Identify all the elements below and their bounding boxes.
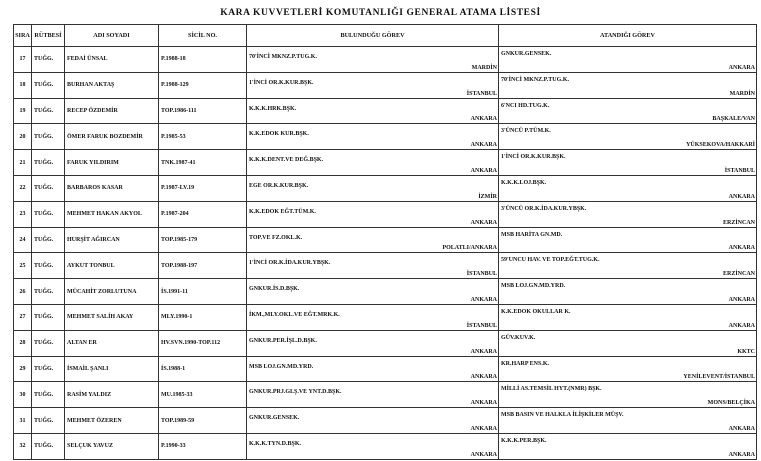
cell-atandigi-gorev (499, 47, 757, 73)
cell-sicil: TOP.1985-179 (159, 227, 247, 253)
cell-ad-soyad: MEHMET ÖZEREN (65, 408, 159, 434)
cell-rutbe: TUĞG. (32, 253, 65, 279)
cell-bulundugu-gorev (247, 279, 499, 305)
cell-rutbe: TUĞG. (32, 330, 65, 356)
atandigi-yer: MONS/BELÇİKA (707, 400, 755, 407)
cell-bulundugu-gorev (247, 304, 499, 330)
atandigi-yer: İSTANBUL (724, 167, 755, 174)
cell-bulundugu-gorev (247, 98, 499, 124)
cell-rutbe: TUĞG. (32, 150, 65, 176)
cell-sicil: TOP.1989-59 (159, 408, 247, 434)
cell-sicil: İS.1988-1 (159, 356, 247, 382)
cell-bulundugu-gorev (247, 201, 499, 227)
bulundugu-birlik: 70'İNCİ MKNZ.P.TUG.K. (249, 54, 317, 60)
cell-atandigi-gorev (499, 227, 757, 253)
cell-sira: 24 (14, 227, 32, 253)
atandigi-yer: YÜKSEKOVA/HAKKARİ (686, 142, 755, 149)
cell-sicil: HV.SVN.1990-TOP.112 (159, 330, 247, 356)
cell-atandigi-gorev (499, 253, 757, 279)
cell-bulundugu-gorev (247, 382, 499, 408)
bulundugu-birlik: GNKUR.İS.D.BŞK. (249, 286, 300, 293)
cell-sicil: İS.1991-11 (159, 279, 247, 305)
bulundugu-yer: POLATLI/ANKARA (442, 245, 497, 252)
atandigi-birlik: K.K.K.PER.BŞK. (501, 437, 547, 444)
cell-rutbe: TUĞG. (32, 433, 65, 459)
bulundugu-yer: İSTANBUL (466, 322, 497, 329)
cell-atandigi-gorev (499, 304, 757, 330)
bulundugu-birlik: K.K.EDOK KUR.BŞK. (249, 131, 309, 138)
atandigi-birlik: KR.HARP ENS.K. (501, 360, 550, 367)
atandigi-yer: ERZİNCAN (722, 271, 755, 278)
document-title: KARA KUVVETLERİ KOMUTANLIĞI GENERAL ATAMA LİSTESİ (220, 8, 541, 18)
cell-rutbe: TUĞG. (32, 201, 65, 227)
table-row (14, 382, 757, 408)
bulundugu-yer: İSTANBUL (466, 90, 497, 97)
table-row (14, 72, 757, 98)
cell-atandigi-gorev (499, 201, 757, 227)
table-row (14, 227, 757, 253)
atandigi-yer: ANKARA (728, 193, 755, 200)
cell-sicil: P.1985-53 (159, 124, 247, 150)
cell-rutbe: TUĞG. (32, 175, 65, 201)
cell-sira: 18 (14, 72, 32, 98)
table-header-row (14, 25, 757, 47)
table-row (14, 150, 757, 176)
cell-ad-soyad: ÖMER FARUK BOZDEMİR (65, 124, 159, 150)
table-row (14, 98, 757, 124)
atandigi-yer: KKTC (737, 348, 755, 355)
bulundugu-yer: ANKARA (470, 348, 497, 355)
atandigi-yer: YENİLEVENT/İSTANBUL (683, 374, 755, 381)
cell-bulundugu-gorev (247, 227, 499, 253)
atandigi-birlik: K.K.K.LOJ.BŞK. (501, 179, 547, 186)
bulundugu-birlik: GNKUR.PER.İŞL.D.BŞK. (249, 337, 317, 344)
cell-bulundugu-gorev (247, 175, 499, 201)
cell-sicil: P.1987-204 (159, 201, 247, 227)
bulundugu-birlik: 1'İNCİ OR.K.İDA.KUR.YBŞK. (249, 260, 331, 267)
cell-sira: 17 (14, 47, 32, 73)
bulundugu-yer: ANKARA (470, 219, 497, 226)
cell-bulundugu-gorev (247, 47, 499, 73)
cell-ad-soyad: MEHMET HAKAN AKYOL (65, 201, 159, 227)
cell-ad-soyad: SELÇUK YAVUZ (65, 433, 159, 459)
bulundugu-birlik: İKM.,MLY.OKL.VE EĞT.MRK.K. (249, 311, 340, 318)
table-row (14, 433, 757, 459)
cell-bulundugu-gorev (247, 330, 499, 356)
atandigi-yer: ANKARA (728, 64, 755, 71)
cell-bulundugu-gorev (247, 433, 499, 459)
atandigi-birlik: GÜV.KUV.K. (501, 334, 536, 341)
cell-ad-soyad: RASİM YALDIZ (65, 382, 159, 408)
cell-sicil: MU.1985-33 (159, 382, 247, 408)
cell-atandigi-gorev (499, 72, 757, 98)
bulundugu-yer: ANKARA (470, 296, 497, 303)
bulundugu-yer: MARDİN (471, 64, 497, 71)
cell-atandigi-gorev (499, 98, 757, 124)
table-row (14, 356, 757, 382)
bulundugu-birlik: K.K.K.TYN.D.BŞK. (249, 440, 302, 447)
cell-rutbe: TUĞG. (32, 47, 65, 73)
cell-ad-soyad: ALTAN ER (65, 330, 159, 356)
cell-rutbe: TUĞG. (32, 304, 65, 330)
cell-sicil: P.1987-LV.19 (159, 175, 247, 201)
cell-rutbe: TUĞG. (32, 124, 65, 150)
cell-sira: 21 (14, 150, 32, 176)
atandigi-birlik: 3'ÜNCÜ P.TÜM.K. (501, 128, 551, 135)
bulundugu-yer: ANKARA (470, 142, 497, 149)
header-rutbe: RÜTBESİ (32, 25, 65, 47)
table-row (14, 253, 757, 279)
cell-sira: 19 (14, 98, 32, 124)
header-atandigi-gorev: ATANDIĞI GÖREV (499, 25, 757, 47)
atandigi-birlik: 59'UNCU HAV. VE TOP.EĞT.TUG.K. (501, 257, 600, 264)
cell-atandigi-gorev (499, 150, 757, 176)
cell-rutbe: TUĞG. (32, 382, 65, 408)
cell-sira: 23 (14, 201, 32, 227)
cell-sicil: P.1990-33 (159, 433, 247, 459)
cell-atandigi-gorev (499, 382, 757, 408)
atandigi-birlik: K.K.EDOK OKULLAR K. (501, 308, 571, 315)
cell-atandigi-gorev (499, 175, 757, 201)
cell-bulundugu-gorev (247, 253, 499, 279)
table-row (14, 201, 757, 227)
cell-sira: 30 (14, 382, 32, 408)
table-row (14, 408, 757, 434)
cell-sira: 28 (14, 330, 32, 356)
bulundugu-yer: ANKARA (470, 425, 497, 432)
header-bulundugu-gorev: BULUNDUĞU GÖREV (247, 25, 499, 47)
cell-rutbe: TUĞG. (32, 356, 65, 382)
cell-sira: 29 (14, 356, 32, 382)
cell-sira: 27 (14, 304, 32, 330)
cell-ad-soyad: MÜCAHİT ZORLUTUNA (65, 279, 159, 305)
bulundugu-birlik: GNKUR.PRJ.GLŞ.VE YNT.D.BŞK. (249, 389, 342, 396)
atandigi-yer: ANKARA (728, 296, 755, 303)
cell-atandigi-gorev (499, 408, 757, 434)
atandigi-yer: ANKARA (728, 451, 755, 458)
cell-sira: 31 (14, 408, 32, 434)
bulundugu-birlik: TOP.VE FZ.OKL.K. (249, 234, 303, 241)
table-row (14, 304, 757, 330)
header-sira: SIRA (14, 25, 32, 47)
table-row (14, 124, 757, 150)
cell-rutbe: TUĞG. (32, 98, 65, 124)
cell-ad-soyad: AYKUT TONBUL (65, 253, 159, 279)
atandigi-yer: MARDİN (729, 90, 755, 97)
cell-atandigi-gorev (499, 433, 757, 459)
cell-sira: 26 (14, 279, 32, 305)
atandigi-birlik: 6'NCI HD.TUG.K. (501, 102, 550, 109)
cell-rutbe: TUĞG. (32, 227, 65, 253)
bulundugu-birlik: K.K.K.HRK.BŞK. (249, 105, 297, 112)
bulundugu-yer: ANKARA (470, 374, 497, 381)
cell-ad-soyad: FEDAİ ÜNSAL (65, 47, 159, 73)
table-row (14, 47, 757, 73)
atandigi-yer: ANKARA (728, 245, 755, 252)
cell-ad-soyad: MEHMET SALİH AKAY (65, 304, 159, 330)
bulundugu-yer: ANKARA (470, 167, 497, 174)
atandigi-birlik: MSB HARİTA GN.MD. (501, 231, 563, 238)
atandigi-birlik: GNKUR.GENSEK. (501, 51, 552, 57)
bulundugu-yer: İSTANBUL (466, 271, 497, 278)
cell-ad-soyad: FARUK YILDIRIM (65, 150, 159, 176)
bulundugu-birlik: GNKUR.GENSEK. (249, 415, 300, 422)
cell-sira: 25 (14, 253, 32, 279)
cell-atandigi-gorev (499, 356, 757, 382)
cell-ad-soyad: İSMAİL ŞANLI (65, 356, 159, 382)
cell-bulundugu-gorev (247, 408, 499, 434)
appointment-table (13, 24, 757, 460)
atandigi-birlik: MİLLİ AS.TEMSİL HYT.(NMR) BŞK. (501, 386, 602, 393)
cell-atandigi-gorev (499, 279, 757, 305)
cell-sicil: P.1988-129 (159, 72, 247, 98)
bulundugu-yer: İZMİR (478, 193, 497, 200)
cell-sicil: TOP.1988-197 (159, 253, 247, 279)
cell-bulundugu-gorev (247, 124, 499, 150)
bulundugu-yer: ANKARA (470, 451, 497, 458)
cell-bulundugu-gorev (247, 356, 499, 382)
cell-bulundugu-gorev (247, 72, 499, 98)
atandigi-birlik: 3'ÜNCÜ OR.K.İDA.KUR.YBŞK. (501, 205, 587, 212)
atandigi-yer: ANKARA (728, 322, 755, 329)
bulundugu-birlik: EGE OR.K.KUR.BŞK. (249, 182, 309, 189)
cell-sira: 20 (14, 124, 32, 150)
cell-ad-soyad: BURHAN AKTAŞ (65, 72, 159, 98)
atandigi-birlik: 70'İNCİ MKNZ.P.TUG.K. (501, 76, 569, 83)
cell-rutbe: TUĞG. (32, 279, 65, 305)
table-row (14, 175, 757, 201)
atandigi-birlik: MSB BASIN VE HALKLA İLİŞKİLER MÜŞV. (501, 412, 624, 419)
cell-ad-soyad: RECEP ÖZDEMİR (65, 98, 159, 124)
atandigi-birlik: MSB LOJ.GN.MD.YRD. (501, 283, 566, 290)
cell-ad-soyad: BARBAROS KASAR (65, 175, 159, 201)
cell-sicil: P.1988-18 (159, 47, 247, 73)
cell-bulundugu-gorev (247, 150, 499, 176)
atandigi-birlik: 1'İNCİ OR.K.KUR.BŞK. (501, 154, 566, 161)
cell-rutbe: TUĞG. (32, 72, 65, 98)
cell-atandigi-gorev (499, 124, 757, 150)
atandigi-yer: ERZİNCAN (722, 219, 755, 226)
bulundugu-yer: ANKARA (470, 116, 497, 123)
cell-sicil: MLY.1990-1 (159, 304, 247, 330)
atandigi-yer: ANKARA (728, 425, 755, 432)
cell-rutbe: TUĞG. (32, 408, 65, 434)
cell-ad-soyad: HURŞİT AĞIRCAN (65, 227, 159, 253)
atandigi-yer: BAŞKALE/VAN (712, 116, 755, 123)
cell-sicil: TOP.1986-111 (159, 98, 247, 124)
bulundugu-birlik: 1'İNCİ OR.K.KUR.BŞK. (249, 79, 314, 86)
bulundugu-yer: ANKARA (470, 400, 497, 407)
table-row (14, 330, 757, 356)
cell-atandigi-gorev (499, 330, 757, 356)
table-row (14, 279, 757, 305)
bulundugu-birlik: K.K.K.DENT.VE DEĞ.BŞK. (249, 157, 324, 164)
cell-sicil: TNK.1987-41 (159, 150, 247, 176)
cell-sira: 22 (14, 175, 32, 201)
bulundugu-birlik: MSB LOJ.GN.MD.YRD. (249, 363, 314, 370)
bulundugu-birlik: K.K.EDOK EĞT.TÜM.K. (249, 208, 316, 215)
header-ad-soyad: ADI SOYADI (65, 25, 159, 47)
header-sicil: SİCİL NO. (159, 25, 247, 47)
cell-sira: 32 (14, 433, 32, 459)
